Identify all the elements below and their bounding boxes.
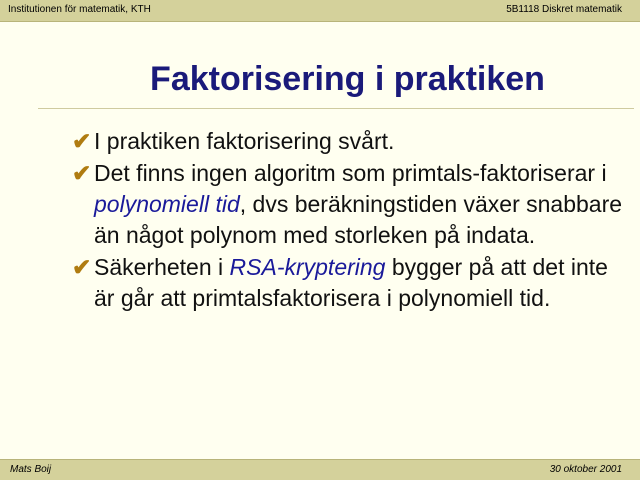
bullet-item [72,126,632,157]
bullet-emphasis: polynomiell tid [94,191,240,217]
header-course: 5B1118 Diskret matematik [506,4,622,15]
bullet-text: bygger på att det inte är går att primtalsfaktorisera i polynomiell tid. [94,254,608,311]
bullet-text: , dvs beräkningstiden växer snabbare än något polynom med storleken på indata. [94,191,623,248]
checkmark-icon: ✔ [72,128,92,154]
title-divider [38,108,634,109]
footer-author: Mats Boij [10,464,52,475]
bullet-text: Säkerheten i [94,254,230,280]
header-institution: Institutionen för matematik, KTH [8,4,151,15]
footer-bar [0,459,640,480]
footer-date: 30 oktober 2001 [549,464,622,475]
checkmark-icon: ✔ [72,254,92,280]
header-bar [0,0,640,22]
slide-title: Faktorisering i praktiken [150,60,545,98]
bullet-text: I praktiken faktorisering svårt. [94,128,395,154]
checkmark-icon: ✔ [72,160,92,186]
bullet-item [72,252,632,314]
bullet-list [72,126,632,315]
bullet-text: Det finns ingen algoritm som primtals-faktoriserar i [94,160,607,186]
bullet-item [72,158,632,251]
bullet-emphasis: RSA-kryptering [229,254,386,280]
